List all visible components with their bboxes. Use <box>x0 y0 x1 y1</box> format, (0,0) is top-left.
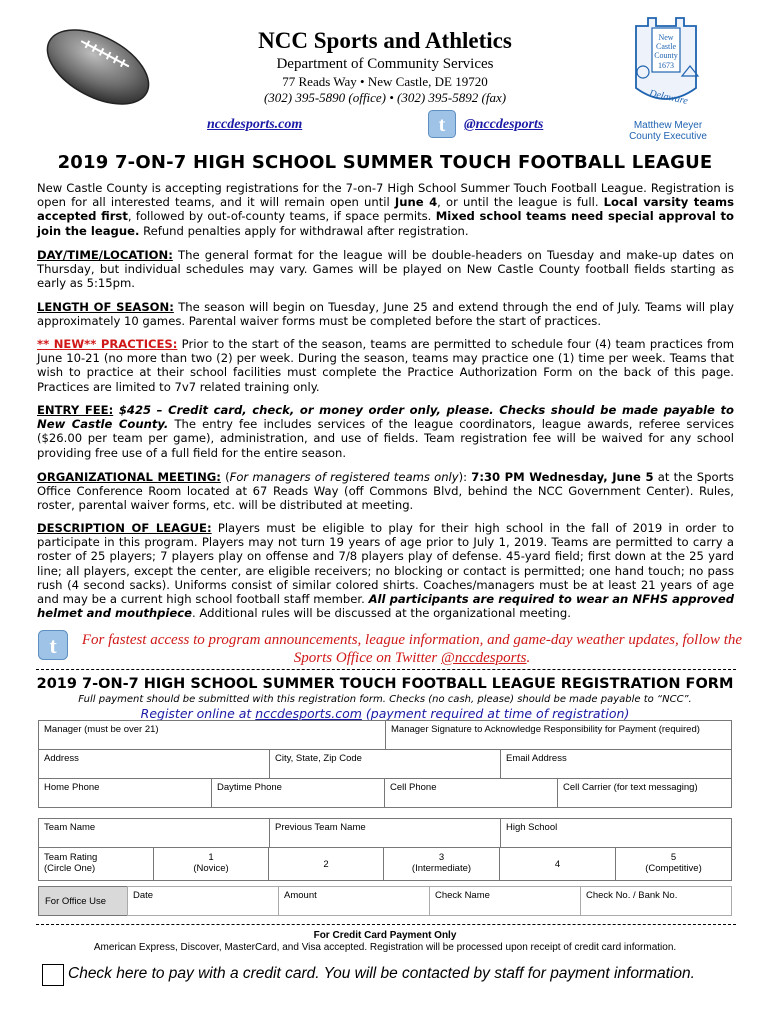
high-school-field[interactable]: High School <box>500 818 732 848</box>
daytime-phone-field[interactable]: Daytime Phone <box>211 778 385 808</box>
seal-line-2: Castle <box>656 42 676 51</box>
executive-title: County Executive <box>629 131 707 142</box>
twitter-icon[interactable] <box>38 630 68 660</box>
seal-line-1: New <box>658 33 674 42</box>
manager-signature-field[interactable]: Manager Signature to Acknowledge Responsibility for Payment (required) <box>385 720 732 750</box>
team-rating-label: Team Rating (Circle One) <box>38 847 154 881</box>
city-state-zip-field[interactable]: City, State, Zip Code <box>269 749 501 779</box>
twitter-promo-link[interactable]: @nccdesports <box>441 650 527 666</box>
credit-card-info: American Express, Discover, MasterCard, and Visa accepted. Registration will be processed upon receipt of credit card information. <box>93 942 677 953</box>
office-check-name-field[interactable]: Check Name <box>429 886 581 916</box>
rating-option-5[interactable]: 5 (Competitive) <box>615 847 732 881</box>
seal-line-4: 1673 <box>658 61 674 70</box>
rating-option-4[interactable]: 4 <box>499 847 616 881</box>
svg-text:t: t <box>438 114 446 136</box>
day-time-location-paragraph: DAY/TIME/LOCATION: The general format for the league will be double-headers on Tuesday and make-up dates on Thursday, but individual schedules may vary. Games will be played on New Castle County football fields starting as early as 5:15pm. <box>37 248 734 291</box>
cell-carrier-field[interactable]: Cell Carrier (for text messaging) <box>557 778 732 808</box>
org-meeting-paragraph: ORGANIZATIONAL MEETING: (For managers of registered teams only): 7:30 PM Wednesday, June 5 at the Sports Office Conference Room located at 67 Reads Way (off Commons Blvd, behind the NCC Government Center). Rules, roster, parental waiver forms, etc. will be distributed at meeting. <box>37 470 734 513</box>
credit-card-heading: For Credit Card Payment Only <box>313 930 457 941</box>
office-date-field[interactable]: Date <box>127 886 279 916</box>
county-seal-logo <box>622 12 710 120</box>
address-field[interactable]: Address <box>38 749 270 779</box>
previous-team-name-field[interactable]: Previous Team Name <box>269 818 501 848</box>
form-payment-note: Full payment should be submitted with this registration form. Checks (no cash, please) should be made payable to “NCC”. <box>78 694 692 705</box>
office-check-number-field[interactable]: Check No. / Bank No. <box>580 886 732 916</box>
manager-field[interactable]: Manager (must be over 21) <box>38 720 386 750</box>
register-link[interactable]: nccdesports.com <box>255 706 362 721</box>
rating-option-3[interactable]: 3 (Intermediate) <box>383 847 500 881</box>
home-phone-field[interactable]: Home Phone <box>38 778 212 808</box>
org-phone: (302) 395-5890 (office) • (302) 395-5892 (fax) <box>263 90 507 105</box>
twitter-promo: For fastest access to program announcements, league information, and game-day weather updates, follow the Sports Office on Twitter @nccdesports. <box>81 632 743 666</box>
svg-text:t: t <box>49 633 57 658</box>
credit-card-checkbox[interactable] <box>42 964 64 986</box>
county-executive <box>604 120 732 142</box>
rating-option-2[interactable]: 2 <box>268 847 384 881</box>
cut-line <box>36 669 736 670</box>
twitter-handle-link[interactable]: @nccdesports <box>464 117 544 132</box>
seal-line-3: County <box>654 51 678 60</box>
form-title: 2019 7-ON-7 HIGH SCHOOL SUMMER TOUCH FOOTBALL LEAGUE REGISTRATION FORM <box>36 676 734 692</box>
credit-card-checkbox-label: Check here to pay with a credit card. You will be contacted by staff for payment information. <box>68 965 695 982</box>
cell-phone-field[interactable]: Cell Phone <box>384 778 558 808</box>
office-use-label: For Office Use <box>38 886 128 916</box>
website-link[interactable]: nccdesports.com <box>207 117 303 132</box>
twitter-icon[interactable] <box>428 110 456 138</box>
seal-line-5: Delaware <box>648 88 689 107</box>
email-field[interactable]: Email Address <box>500 749 732 779</box>
entry-fee-paragraph: ENTRY FEE: $425 – Credit card, check, or money order only, please. Checks should be made payable to New Castle County. The entry fee includes services of the league coordinators, league awards, referee services ($26.00 per team per game), administration, and use of fields. Team registration fee will be waived for any school providing free use of a full field for the entire season. <box>37 403 734 460</box>
intro-paragraph: New Castle County is accepting registrations for the 7-on-7 High School Summer Touch Football League. Registration is open for all interested teams, and it will remain open until June 4, or until the league is full. Local varsity teams accepted first, followed by out-of-county teams, if space permits. Mixed school teams need special approval to join the league. Refund penalties apply for withdrawal after registration. <box>37 181 734 238</box>
practices-paragraph: ** NEW** PRACTICES: Prior to the start of the season, teams are permitted to schedule four (4) team practices from June 10-21 (no more than two (2) per week. During the season, teams may practice one (1) time per week. Teams that wish to practice at their school facilities must complete the Practice Authorization Form on the back of this page. Practices are limited to 7v7 related training only. <box>37 337 735 394</box>
org-address: 77 Reads Way • New Castle, DE 19720 <box>282 74 488 89</box>
org-title: NCC Sports and Athletics <box>258 28 512 53</box>
department-name: Department of Community Services <box>276 56 494 72</box>
online-registration-note: Register online at nccdesports.com (payment required at time of registration) <box>140 706 630 721</box>
office-amount-field[interactable]: Amount <box>278 886 430 916</box>
cut-line <box>36 924 736 925</box>
rating-option-1[interactable]: 1 (Novice) <box>153 847 269 881</box>
executive-name: Matthew Meyer <box>633 120 703 131</box>
season-length-paragraph: LENGTH OF SEASON: The season will begin on Tuesday, June 25 and extend through the end of July. Teams will play approximately 10 games. Parental waiver forms must be completed before the start of practices. <box>37 300 735 329</box>
league-description-paragraph: DESCRIPTION OF LEAGUE: Players must be eligible to play for their high school in the fall of 2019 in order to participate in this program. Players may not turn 19 years of age prior to July 1, 2019. Teams are permitted to carry a roster of 25 players; 7 players play on offense and 7/8 players play of defense. 45-yard field; first down at the 25 yard line; all players, except the center, are eligible receivers; no blocking or contact is permitted; one hand touch; no pass rush (4 second sacks). Uniforms consist of similar colored shirts. Coaches/managers must be at least 21 years of age and may be a current high school football staff member. All participants are required to wear an NFHS approved helmet and mouthpiece. Additional rules will be discussed at the organizational meeting. <box>37 521 734 621</box>
league-title: 2019 7-ON-7 HIGH SCHOOL SUMMER TOUCH FOOTBALL LEAGUE <box>57 152 713 173</box>
team-name-field[interactable]: Team Name <box>38 818 270 848</box>
